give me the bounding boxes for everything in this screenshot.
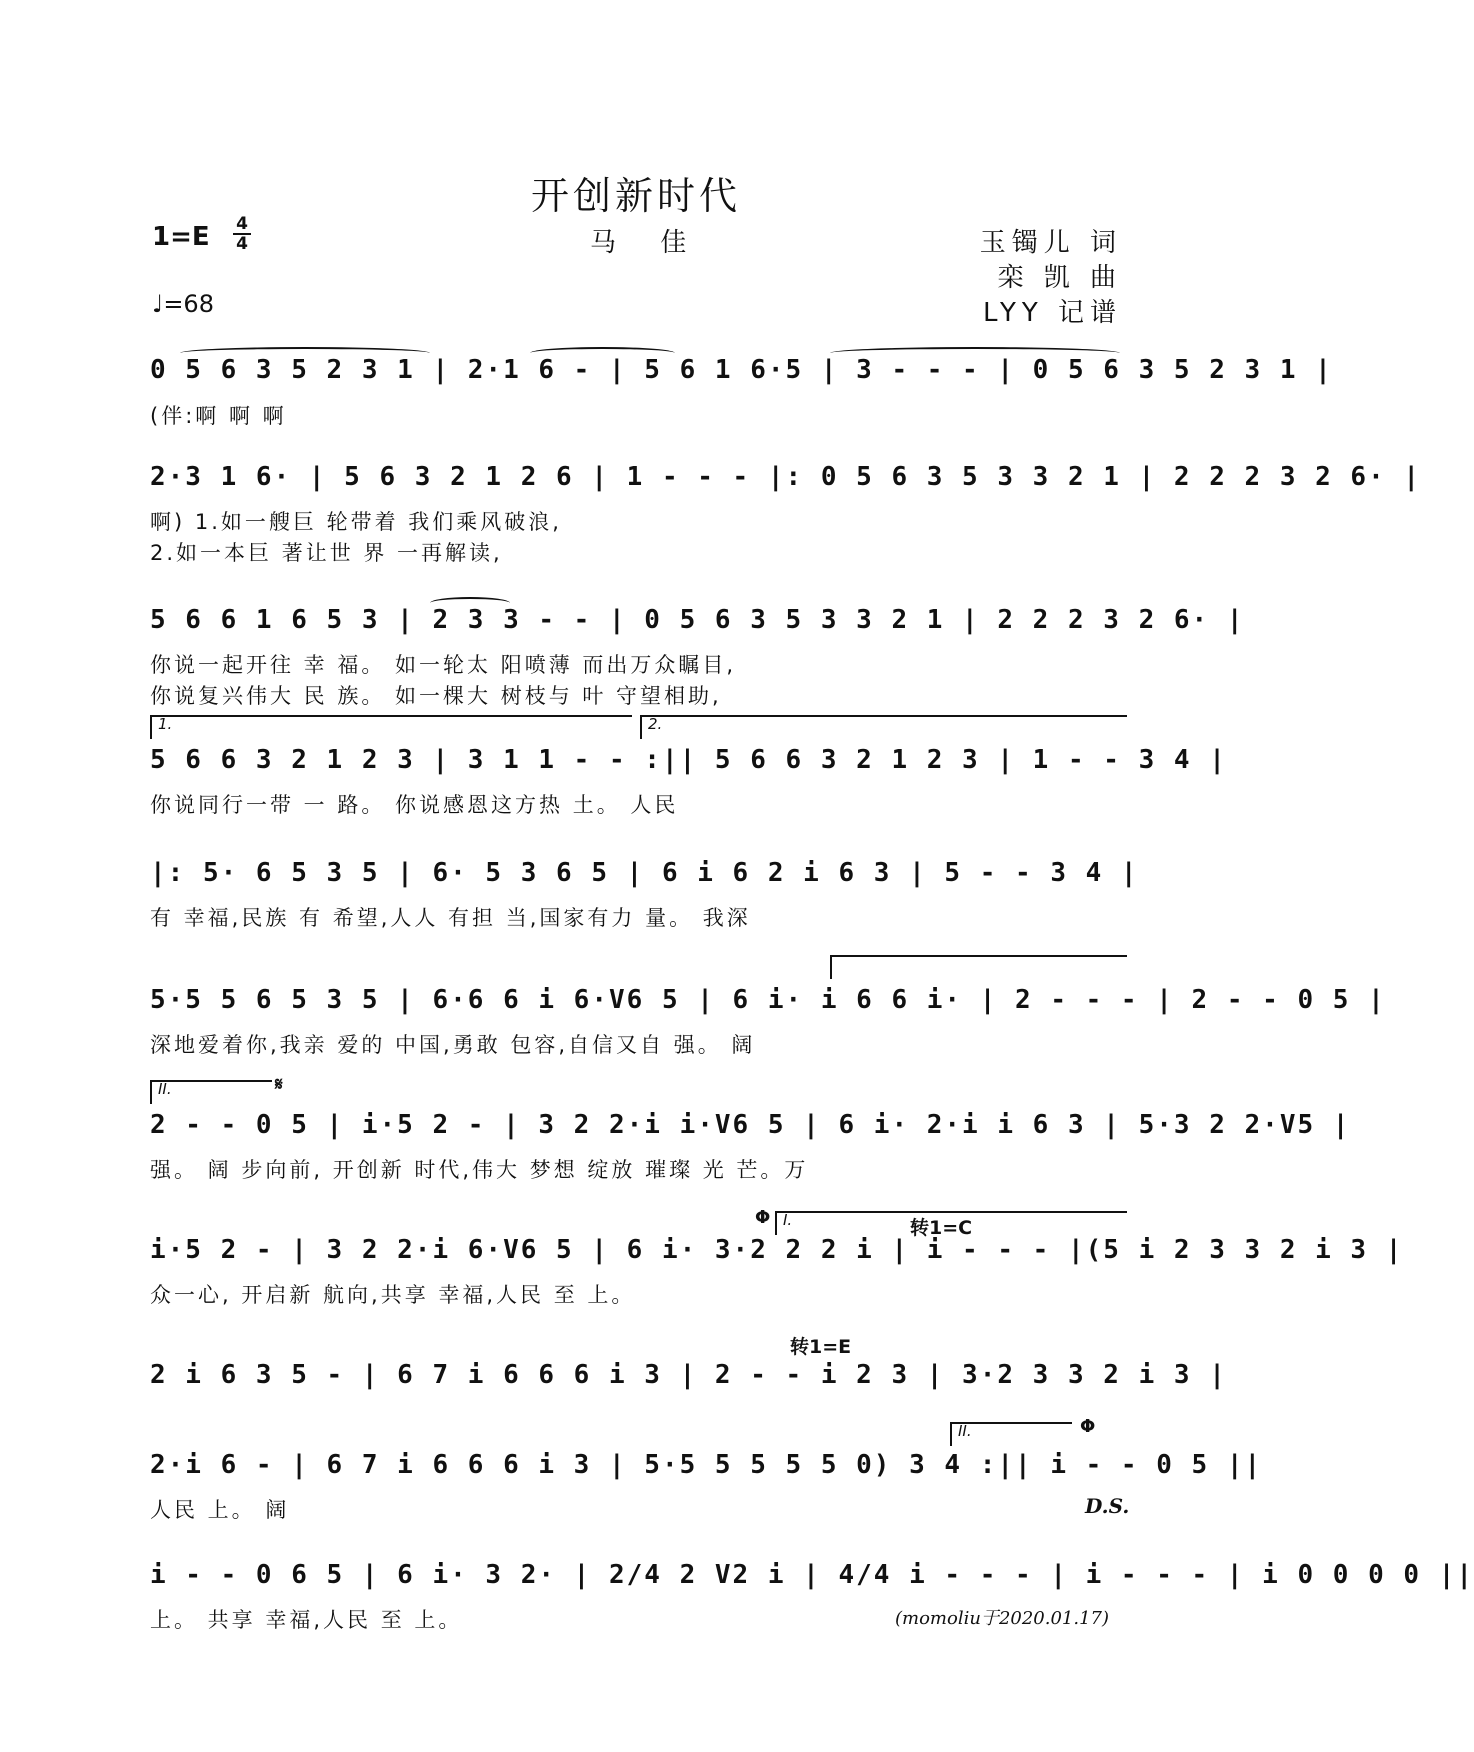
lyric-line: 你说复兴伟大 民 族。 如一棵大 树枝与 叶 守望相助,: [150, 684, 722, 708]
lyric-line: (伴:啊 啊 啊: [150, 404, 287, 428]
system-10: [150, 1416, 1263, 1530]
transcription-credit: (momoliu于2020.01.17): [895, 1608, 1110, 1629]
lyric-line: 啊) 1.如一艘巨 轮带着 我们乘风破浪,: [150, 510, 562, 534]
time-signature: [233, 216, 251, 252]
notation-line: 2 i 6 3 5 - | 6 7 i 6 6 6 i 3 | 2 - - i 2 3 | 3·2 3 3 2 i 3 |: [150, 1360, 1227, 1390]
lyric-line: 你说同行一带 一 路。 你说感恩这方热 土。 人民: [150, 793, 679, 817]
time-signature-top: 4: [236, 214, 248, 234]
system-2: [150, 462, 1422, 572]
notation-line: 5·5 5 6 5 3 5 | 6·6 6 i 6·V6 5 | 6 i· i 6 6 i· | 2 - - - | 2 - - 0 5 |: [150, 985, 1386, 1015]
system-7: [150, 1074, 1351, 1190]
system-8: [150, 1207, 1404, 1315]
volta-2: 2.: [640, 715, 1127, 739]
lyric-line: 上。 共享 幸福,人民 至 上。: [150, 1608, 463, 1632]
lyric-line: 人民 上。 阔: [150, 1498, 290, 1522]
notation-line: 5 6 6 3 2 1 2 3 | 3 1 1 - - :|| 5 6 6 3 2 1 2 3 | 1 - - 3 4 |: [150, 745, 1227, 775]
da-segno-mark: D.S.: [1085, 1494, 1130, 1518]
volta-2-bracket: II.: [950, 1422, 1072, 1446]
system-3: [150, 605, 1245, 715]
notation-line: i·5 2 - | 3 2 2·i 6·V6 5 | 6 i· 3·2 2 2 i | i - - - |(5 i 2 3 3 2 i 3 |: [150, 1235, 1404, 1265]
lyric-line: 2.如一本巨 著让世 界 一再解读,: [150, 541, 503, 565]
notation-line: 2 - - 0 5 | i·5 2 - | 3 2 2·i i·V6 5 | 6 i· 2·i i 6 3 | 5·3 2 2·V5 |: [150, 1110, 1351, 1140]
key-signature: 1=E: [152, 222, 210, 252]
system-9: [150, 1336, 1227, 1410]
lyricist: 玉镯儿 词: [979, 228, 1122, 258]
notation-line: 5 6 6 1 6 5 3 | 2 3 3 - - | 0 5 6 3 5 3 3 2 1 | 2 2 2 3 2 6· |: [150, 605, 1245, 635]
system-5: [150, 858, 1139, 938]
lyric-line: 众一心, 开启新 航向,共享 幸福,人民 至 上。: [150, 1283, 636, 1307]
coda-sign: Φ: [755, 1207, 771, 1228]
song-title: 开创新时代: [530, 174, 741, 218]
modulation-mark: 转1=C: [910, 1217, 973, 1239]
tempo-marking: ♩=68: [152, 290, 214, 318]
volta-2-bracket: II.: [150, 1080, 272, 1104]
volta-1-bracket: I.: [775, 1211, 1127, 1235]
lyric-line: 有 幸福,民族 有 希望,人人 有担 当,国家有力 量。 我深: [150, 906, 751, 930]
volta-1: 1.: [150, 715, 632, 739]
lyric-line: 你说一起开往 幸 福。 如一轮太 阳喷薄 而出万众瞩目,: [150, 653, 737, 677]
system-1: [150, 355, 1333, 435]
modulation-mark: 转1=E: [790, 1336, 852, 1358]
system-11: [150, 1560, 1474, 1640]
system-4: [150, 715, 1227, 835]
volta-bracket: [830, 955, 1127, 979]
notation-line: 0 5 6 3 5 2 3 1 | 2·1 6 - | 5 6 1 6·5 | 3 - - - | 0 5 6 3 5 2 3 1 |: [150, 355, 1333, 385]
system-6: [150, 985, 1386, 1065]
lyric-line: 深地爱着你,我亲 爱的 中国,勇敢 包容,自信又自 强。 阔: [150, 1033, 756, 1057]
composer: 栾 凯 曲: [997, 263, 1122, 293]
time-signature-bottom: 4: [236, 234, 248, 254]
transcriber: LYY 记谱: [982, 298, 1122, 328]
lyric-line: 强。 阔 步向前, 开创新 时代,伟大 梦想 绽放 璀璨 光 芒。万: [150, 1158, 809, 1182]
notation-line: |: 5· 6 5 3 5 | 6· 5 3 6 5 | 6 i 6 2 i 6 3 | 5 - - 3 4 |: [150, 858, 1139, 888]
singer: 马 佳: [590, 228, 705, 258]
notation-line: 2·3 1 6· | 5 6 3 2 1 2 6 | 1 - - - |: 0 5 6 3 5 3 3 2 1 | 2 2 2 3 2 6· |: [150, 462, 1422, 492]
segno-sign: 𝄋: [275, 1074, 283, 1095]
notation-line: i - - 0 6 5 | 6 i· 3 2· | 2/4 2 V2 i | 4/4 i - - - | i - - - | i 0 0 0 0 ||: [150, 1560, 1474, 1590]
notation-line: 2·i 6 - | 6 7 i 6 6 6 i 3 | 5·5 5 5 5 5 0) 3 4 :|| i - - 0 5 ||: [150, 1450, 1263, 1480]
coda-sign: Φ: [1080, 1416, 1096, 1437]
